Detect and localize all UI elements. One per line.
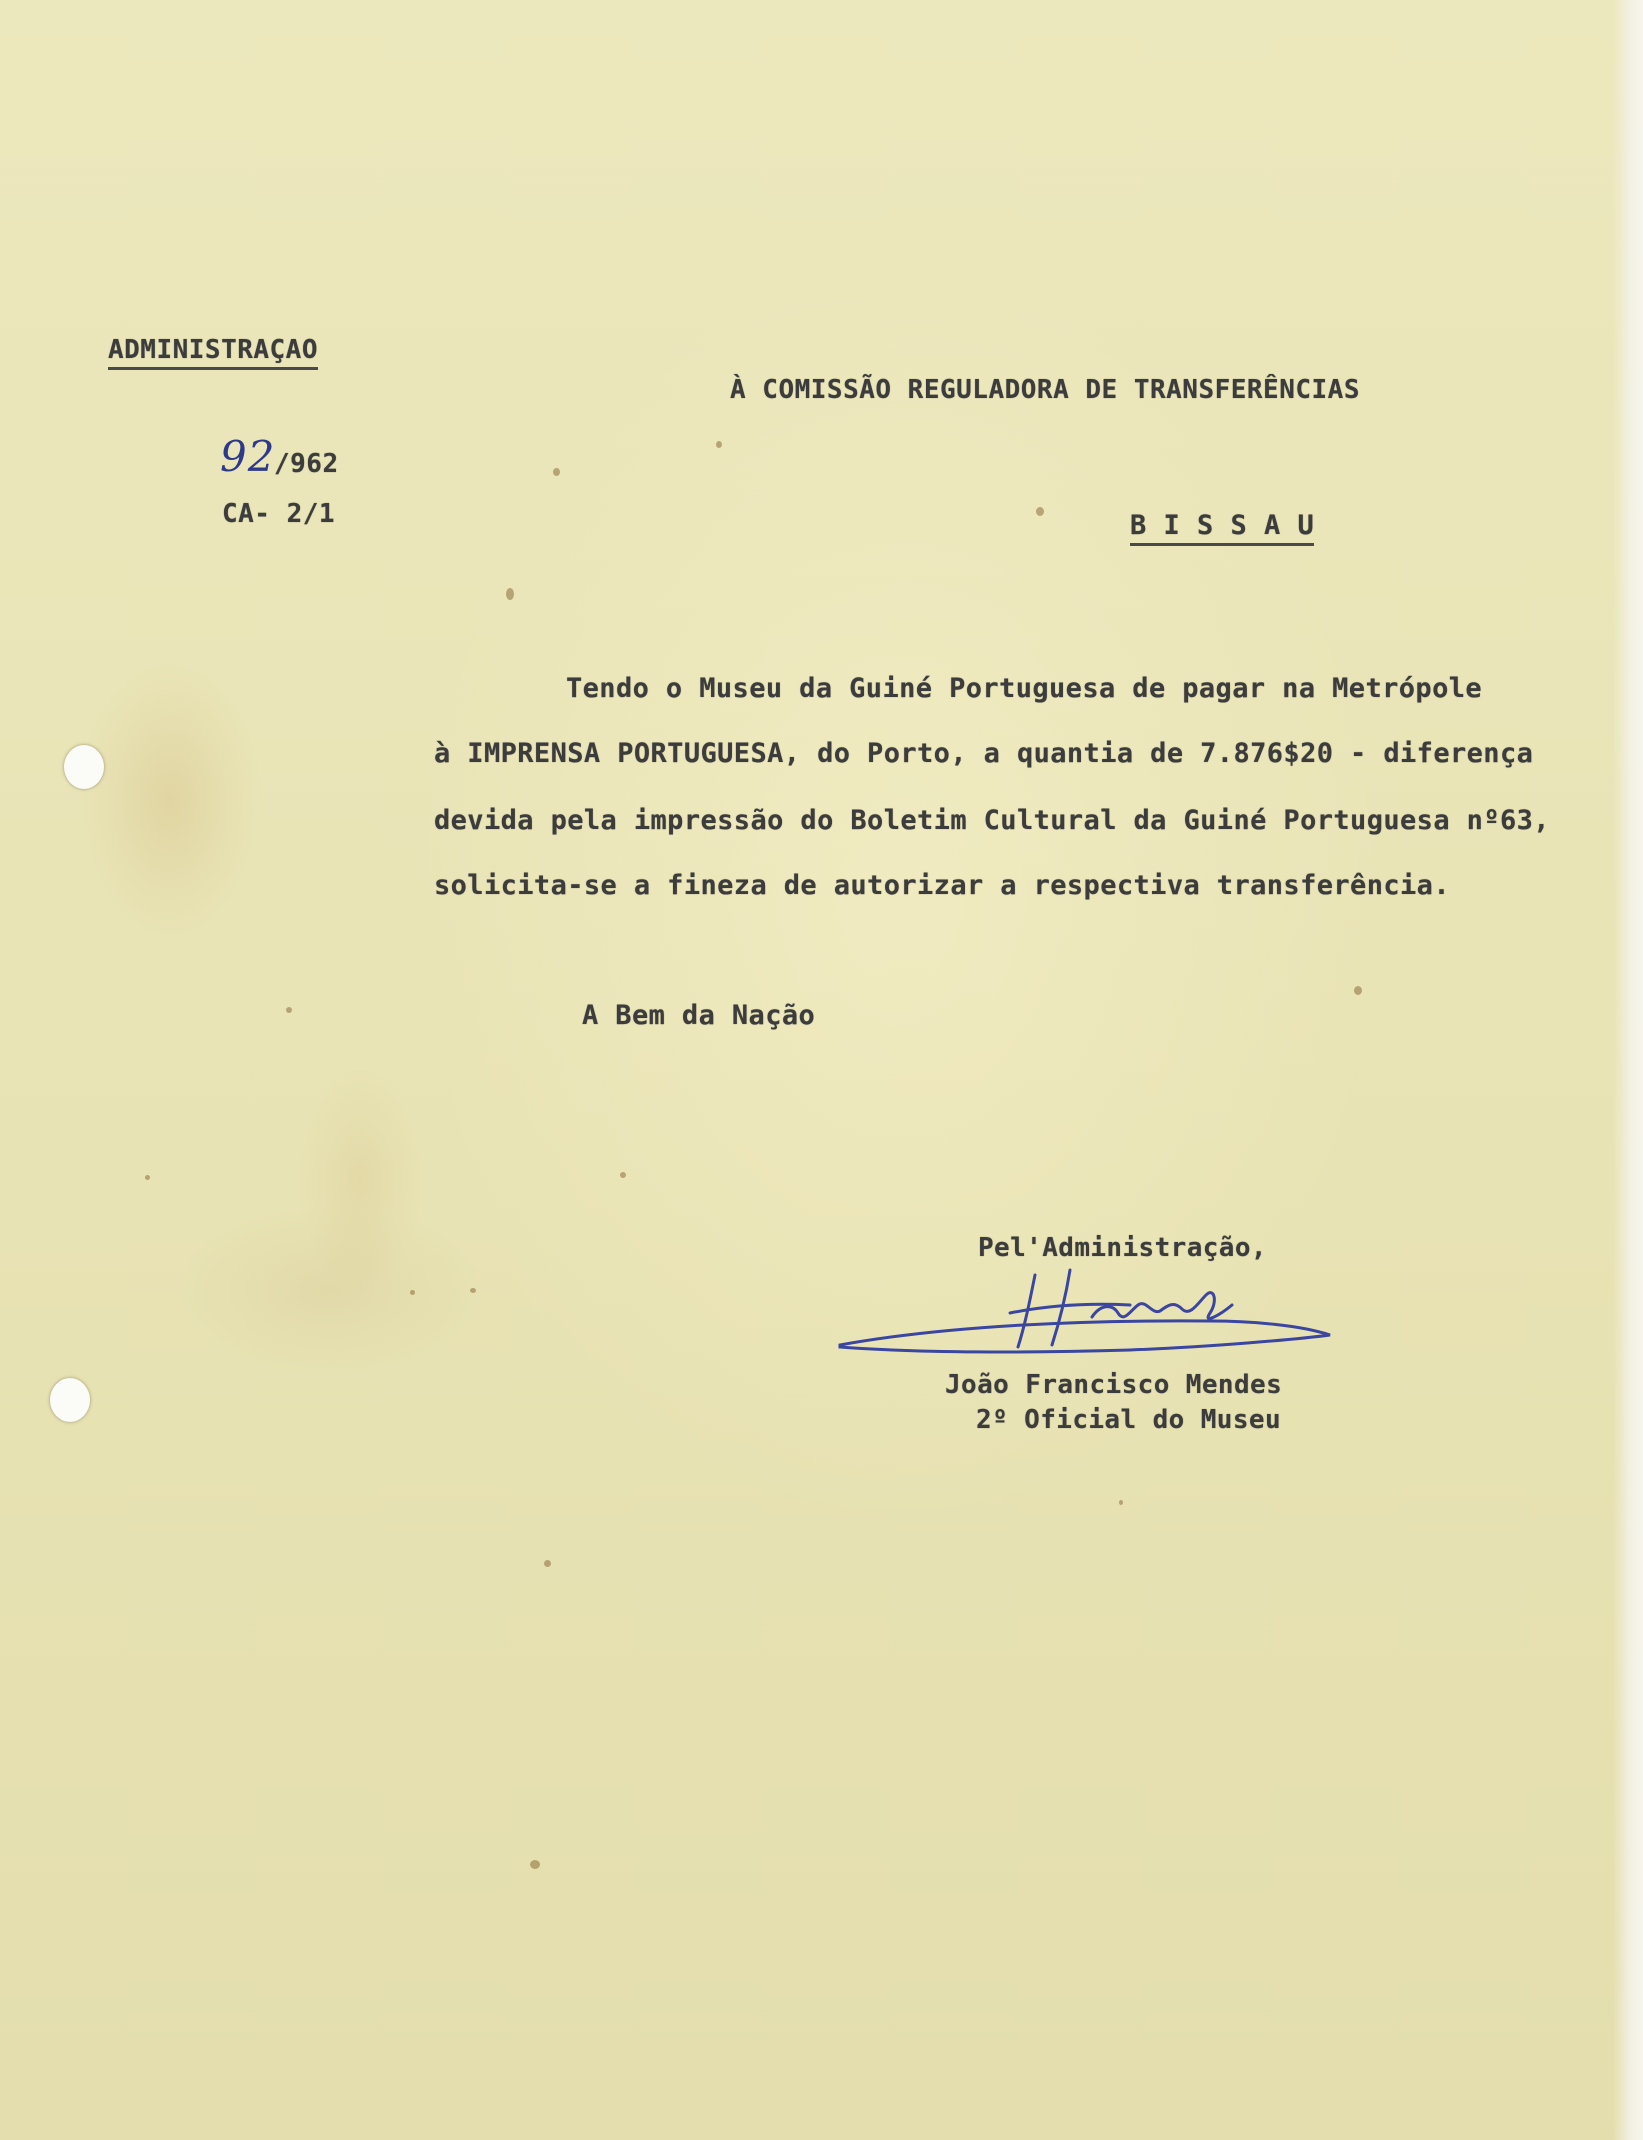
stain-spot [1354, 986, 1362, 995]
signatory-title: 2º Oficial do Museu [976, 1405, 1282, 1435]
stain-spot [410, 1290, 415, 1295]
file-number-handwritten: 92 [220, 432, 276, 481]
department-label: ADMINISTRAÇAO [108, 335, 318, 370]
stain-spot [470, 1288, 476, 1293]
body-line-2: à IMPRENSA PORTUGUESA, do Porto, a quantia de 7.876$20 - diferença [434, 738, 1534, 769]
closing-salutation: A Bem da Nação [582, 1000, 816, 1031]
stain-spot [1036, 507, 1044, 516]
department-heading [108, 335, 318, 365]
signatory-name: João Francisco Mendes [945, 1370, 1283, 1400]
stain-spot [506, 588, 514, 600]
stain-spot [1119, 1500, 1123, 1505]
file-number-year: /962 [274, 449, 339, 479]
handwritten-signature [830, 1255, 1350, 1375]
recipient-city-text: B I S S A U [1130, 510, 1314, 546]
body-line-1: Tendo o Museu da Guiné Portuguesa de pagar na Metrópole [566, 673, 1483, 704]
stain-spot [620, 1172, 626, 1178]
stain-spot [553, 468, 560, 476]
recipient-city [1130, 510, 1314, 541]
body-line-4: solicita-se a fineza de autorizar a respectiva transferência. [434, 870, 1450, 901]
stain-spot [544, 1560, 551, 1567]
punch-hole-top [64, 745, 104, 789]
stain-spot [530, 1860, 540, 1869]
paper-edge [1613, 0, 1643, 2140]
punch-hole-bottom [50, 1378, 90, 1422]
stain-spot [286, 1007, 292, 1013]
recipient-line: À COMISSÃO REGULADORA DE TRANSFERÊNCIAS [730, 375, 1360, 405]
stain-spot [716, 441, 722, 448]
signature-on-behalf: Pel'Administração, [978, 1233, 1267, 1263]
file-reference: CA- 2/1 [222, 499, 336, 529]
body-line-3: devida pela impressão do Boletim Cultural da Guiné Portuguesa nº63, [434, 805, 1550, 836]
stain-spot [145, 1175, 150, 1180]
